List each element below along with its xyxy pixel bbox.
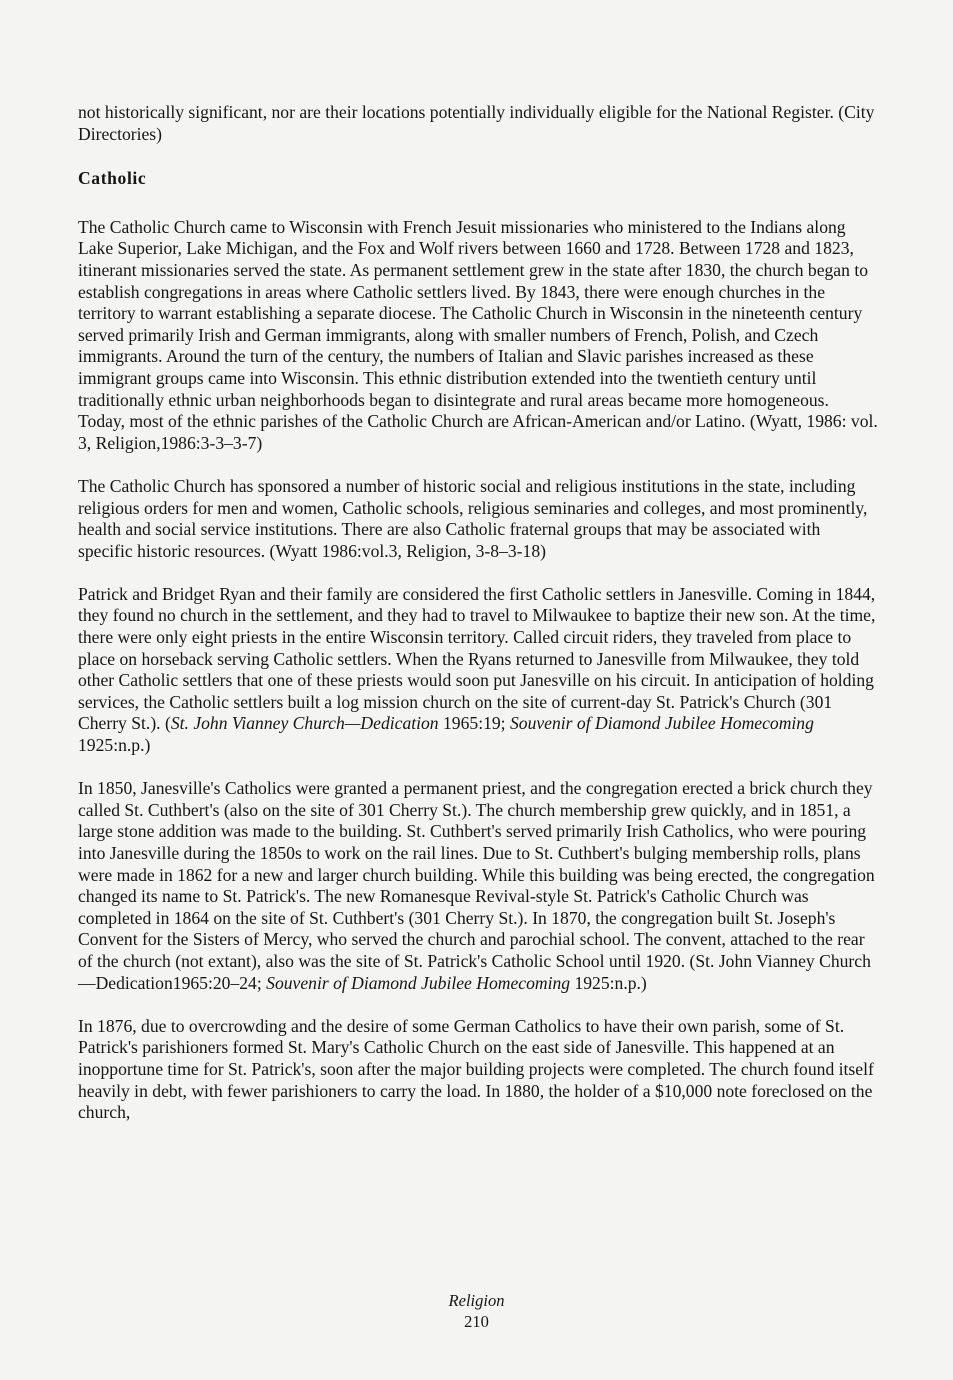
- paragraph-st-cuthberts: [78, 778, 878, 994]
- page-number: 210: [464, 1312, 489, 1331]
- page-body: [78, 102, 878, 1145]
- paragraph-text: Patrick and Bridget Ryan and their family are considered the first Catholic settlers in Janesville. Coming in 1844, they found no church in the settlement, and they had to travel to Milwaukee to baptize their new son. At the time, there were only eight priests in the entire Wisconsin territory. Called circuit riders, they traveled from place to place on horseback serving Catholic settlers. When the Ryans returned to Janesville from Milwaukee, they told other Catholic settlers that one of these priests would soon put Janesville on his circuit. In anticipation of holding services, the Catholic settlers built a log mission church on the site of current-day St. Patrick's Church (301 Cherry St.). (: [78, 583, 876, 734]
- paragraph-text: In 1850, Janesville's Catholics were granted a permanent priest, and the congregation erected a brick church they called St. Cuthbert's (also on the site of 301 Cherry St.). The church membership grew quickly, and in 1851, a large stone addition was made to the building. St. Cuthbert's served primarily Irish Catholics, who were pouring into Janesville during the 1850s to work on the rail lines. Due to St. Cuthbert's bulging membership rolls, plans were made in 1862 for a new and larger church building. While this building was being erected, the congregation changed its name to St. Patrick's. The new Romanesque Revival-style St. Patrick's Catholic Church was completed in 1864 on the site of St. Cuthbert's (301 Cherry St.). In 1870, the congregation built St. Joseph's Convent for the Sisters of Mercy, who served the church and parochial school. The convent, attached to the rear of the church (not extant), also was the site of St. Patrick's Catholic School until 1920. (St. John Vianney Church—Dedication1965:20–24;: [78, 778, 875, 993]
- footer-section-title: Religion: [448, 1291, 505, 1310]
- citation-title: Souvenir of Diamond Jubilee Homecoming: [509, 713, 814, 734]
- paragraph-catholic-history: The Catholic Church came to Wisconsin with French Jesuit missionaries who ministered to the Indians along Lake Superior, Lake Michigan, and the Fox and Wolf rivers between 1660 and 1728. Between 1728 and 1823, itinerant missionaries served the state. As permanent settlement grew in the state after 1830, the church began to establish congregations in areas where Catholic settlers lived. By 1843, there were enough churches in the territory to warrant establishing a separate diocese. The Catholic Church in Wisconsin in the nineteenth century served primarily Irish and German immigrants, along with smaller numbers of French, Polish, and Czech immigrants. Around the turn of the century, the numbers of Italian and Slavic parishes increased as these immigrant groups came into Wisconsin. This ethnic distribution extended into the twentieth century until traditionally ethnic urban neighborhoods began to disintegrate and rural areas became more homogeneous. Today, most of the ethnic parishes of the Catholic Church are African-American and/or Latino. (Wyatt, 1986: vol. 3, Religion,1986:3-3–3-7): [78, 216, 878, 453]
- citation-text: 1925:n.p.): [570, 972, 647, 993]
- section-heading: Catholic: [78, 168, 147, 189]
- citation-title: St. John Vianney Church—Dedication: [170, 713, 439, 734]
- paragraph-institutions: The Catholic Church has sponsored a number of historic social and religious institutions in the state, including religious orders for men and women, Catholic schools, religious seminaries and colleges, and most prominently, health and social service institutions. There are also Catholic fraternal groups that may be associated with specific historic resources. (Wyatt 1986:vol.3, Religion, 3-8–3-18): [78, 475, 868, 561]
- paragraph-st-marys: In 1876, due to overcrowding and the desire of some German Catholics to have their own parish, some of St. Patrick's parishioners formed St. Mary's Catholic Church on the east side of Janesville. This happened at an inopportune time for St. Patrick's, soon after the major building projects were completed. The church found itself heavily in debt, with fewer parishioners to carry the load. In 1880, the holder of a $10,000 note foreclosed on the church,: [78, 1015, 874, 1123]
- intro-paragraph: not historically significant, nor are their locations potentially individually eligible for the National Register. (City Directories): [78, 102, 875, 144]
- citation-text: 1965:19;: [438, 713, 510, 734]
- citation-title: Souvenir of Diamond Jubilee Homecoming: [266, 972, 571, 993]
- citation-text: 1925:n.p.): [78, 735, 151, 756]
- page-footer: [0, 1290, 953, 1332]
- paragraph-ryan-family: [78, 584, 878, 757]
